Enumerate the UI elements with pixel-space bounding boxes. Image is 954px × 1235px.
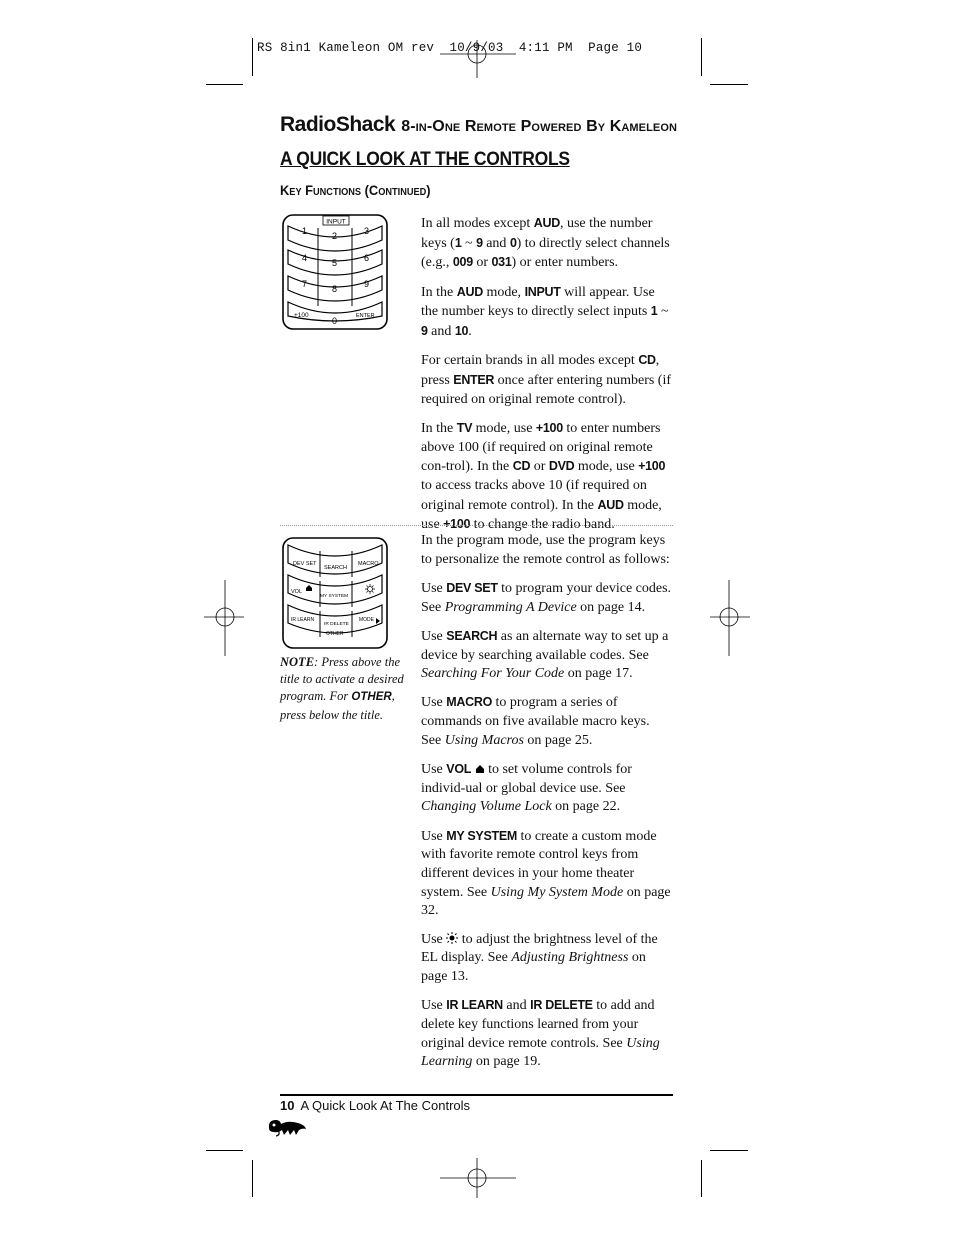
paragraph: Use IR LEARN and IR DELETE to add and delete key functions learned from your original device remote controls. See Using Learning on page 19. — [421, 998, 660, 1070]
registration-mark-left — [204, 580, 244, 656]
page-footer — [280, 1098, 470, 1113]
crop-mark — [206, 1150, 243, 1151]
paragraph: In the AUD mode, INPUT will appear. Use the number keys to directly select inputs 1 ~ 9 and 10. — [421, 284, 669, 340]
key-8: 8 — [332, 284, 338, 294]
key-7: 7 — [302, 279, 308, 289]
crop-mark — [252, 38, 253, 76]
crop-mark — [701, 1160, 702, 1197]
paragraph: In all modes except AUD, use the number keys (1 ~ 9 and 0) to directly select channels (e.g., 009 or 031) or enter numbers. — [421, 216, 670, 271]
paragraph: Use MY SYSTEM to create a custom mode with favorite remote control keys from different devices in your home theater system. See Using My System Mode on page 32. — [421, 828, 671, 919]
paragraph: Use SEARCH as an alternate way to set up a device by searching available codes. See Searching For Your Code on page 17. — [421, 628, 669, 682]
sub-heading: Key Functions (Continued) — [280, 182, 431, 198]
program-keys-illustration — [282, 537, 388, 649]
search-key-label: SEARCH — [324, 565, 347, 571]
paragraph: In the TV mode, use +100 to enter numbers above 100 (if required on original remote con-trol). In the CD or DVD mode, use +100 to access tracks above 10 (if required on original remote control). In the AUD mode, use +100 to change the radio band. — [421, 420, 666, 533]
other-key-label: OTHER — [326, 631, 344, 637]
key-4: 4 — [302, 253, 308, 263]
key-2: 2 — [332, 231, 338, 241]
key-6: 6 — [364, 253, 370, 263]
ir-delete-key-label: IR DELETE — [324, 622, 349, 627]
input-key-label: INPUT — [326, 218, 346, 226]
note-label: NOTE — [280, 655, 315, 669]
number-keys-description — [421, 214, 673, 545]
macro-key-label: MACRO — [358, 561, 379, 567]
mode-key-label: MODE — [359, 617, 374, 623]
paragraph: Use VOL to set volume controls for individ-ual or global device use. See Changing Volume Lock on page 22. — [421, 762, 632, 815]
paragraph: Use DEV SET to program your device codes. See Programming A Device on page 14. — [421, 580, 672, 615]
footer-rule — [280, 1094, 673, 1096]
running-header — [280, 113, 680, 137]
key-5: 5 — [332, 258, 338, 268]
section-title: A QUICK LOOK AT THE CONTROLS — [280, 149, 570, 170]
crop-mark — [252, 1160, 253, 1197]
paragraph: In the program mode, use the program keys to personalize the remote control as follows: — [421, 533, 670, 567]
crop-mark — [710, 84, 748, 85]
paragraph: Use to adjust the brightness level of the EL display. See Adjusting Brightness on page 13. — [421, 931, 658, 985]
key-9: 9 — [364, 279, 370, 289]
vol-key-label: VOL — [291, 589, 303, 595]
crop-mark — [701, 38, 702, 76]
section-divider — [280, 525, 673, 526]
dev-set-key-label: DEV SET — [293, 561, 317, 567]
product-subtitle: 8-in-One Remote Powered By Kameleon — [401, 118, 678, 135]
key-3: 3 — [364, 226, 370, 236]
footer-title: A Quick Look At The Controls — [300, 1098, 471, 1113]
crop-mark — [206, 84, 243, 85]
note-text: NOTE: Press above the title to activate a desired program. For OTHER, press below the title. — [280, 655, 404, 722]
paragraph: For certain brands in all modes except CD, press ENTER once after entering numbers (if required on original remote control). — [421, 353, 672, 407]
lock-icon — [475, 764, 485, 774]
registration-mark-right — [710, 580, 750, 656]
ir-learn-key-label: IR LEARN — [291, 617, 315, 623]
my-system-key-label: MY SYSTEM — [320, 594, 349, 599]
registration-mark-bottom — [440, 1158, 516, 1198]
key-0: 0 — [332, 316, 338, 326]
number-keypad-illustration — [282, 214, 388, 330]
plus100-key-label: +100 — [294, 312, 309, 319]
printer-slug: RS 8in1 Kameleon OM rev 10/9/03 4:11 PM Page 10 — [257, 41, 643, 55]
page-number: 10 — [280, 1098, 295, 1113]
chameleon-logo-icon — [266, 1116, 308, 1138]
other-keyword: OTHER — [351, 691, 392, 704]
brand-name: RadioShack — [280, 113, 396, 136]
brightness-icon — [446, 932, 458, 944]
program-keys-description — [421, 532, 673, 1082]
crop-mark — [710, 1150, 748, 1151]
enter-key-label: ENTER — [356, 313, 375, 319]
paragraph: Use MACRO to program a series of commands on five available macro keys. See Using Macros on page 25. — [421, 695, 650, 748]
key-1: 1 — [302, 226, 308, 236]
